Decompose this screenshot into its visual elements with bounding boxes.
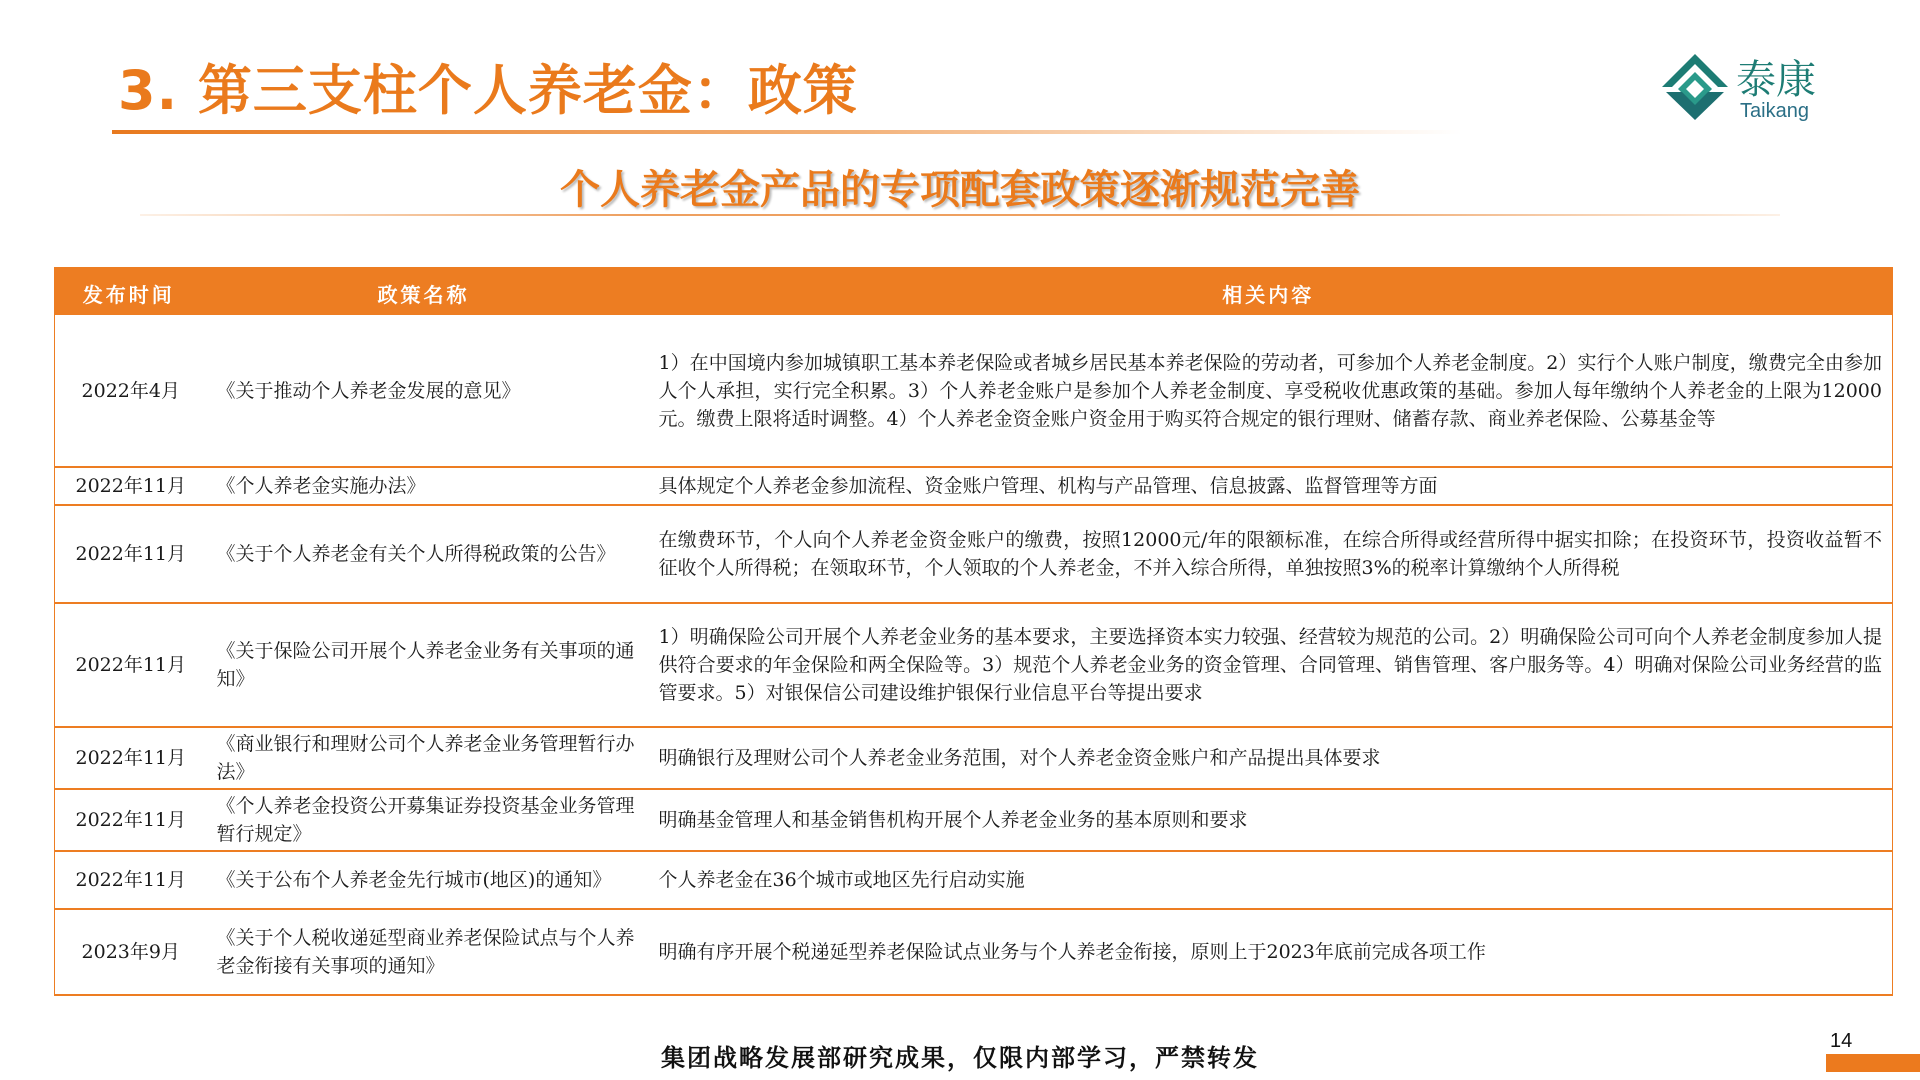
row-policy-name: 《关于保险公司开展个人养老金业务有关事项的通知》	[203, 603, 645, 727]
row-content: 明确银行及理财公司个人养老金业务范围，对个人养老金资金账户和产品提出具体要求	[645, 727, 1893, 789]
row-policy-name: 《商业银行和理财公司个人养老金业务管理暂行办法》	[203, 727, 645, 789]
confidentiality-footer: 集团战略发展部研究成果，仅限内部学习，严禁转发	[661, 1043, 1259, 1072]
taikang-logo	[1656, 48, 1826, 128]
row-date: 2022年11月	[55, 467, 203, 505]
row-content: 在缴费环节，个人向个人养老金资金账户的缴费，按照12000元/年的限额标准，在综合所得或经营所得中据实扣除；在投资环节，投资收益暂不征收个人所得税；在领取环节，个人领取的个人养老金，不并入综合所得，单独按照3%的税率计算缴纳个人所得税	[645, 505, 1893, 603]
row-policy-name: 《关于个人养老金有关个人所得税政策的公告》	[203, 505, 645, 603]
table-row	[55, 467, 1893, 505]
row-policy-name: 《个人养老金实施办法》	[203, 467, 645, 505]
row-date: 2022年11月	[55, 603, 203, 727]
table-row	[55, 603, 1893, 727]
page-number: 14	[1830, 1030, 1853, 1052]
row-date: 2022年4月	[55, 314, 203, 467]
table-row	[55, 314, 1893, 467]
title-underline	[112, 130, 1462, 134]
header-release-date: 发布时间	[55, 267, 203, 314]
logo-english-name: Taikang	[1740, 100, 1809, 122]
row-policy-name: 《关于个人税收递延型商业养老保险试点与个人养老金衔接有关事项的通知》	[203, 909, 645, 995]
row-policy-name: 《关于公布个人养老金先行城市(地区)的通知》	[203, 851, 645, 909]
row-content: 个人养老金在36个城市或地区先行启动实施	[645, 851, 1893, 909]
row-content: 1）在中国境内参加城镇职工基本养老保险或者城乡居民基本养老保险的劳动者，可参加个人养老金制度。2）实行个人账户制度，缴费完全由参加人个人承担，实行完全积累。3）个人养老金账户是参加个人养老金制度、享受税收优惠政策的基础。参加人每年缴纳个人养老金的上限为12000元。缴费上限将适时调整。4）个人养老金资金账户资金用于购买符合规定的银行理财、储蓄存款、商业养老保险、公募基金等	[645, 314, 1893, 467]
logo-chinese-name: 泰康	[1736, 57, 1816, 103]
section-subtitle: 个人养老金产品的专项配套政策逐渐规范完善	[560, 167, 1360, 213]
page-number-bar	[1826, 1054, 1920, 1072]
row-date: 2023年9月	[55, 909, 203, 995]
row-date: 2022年11月	[55, 505, 203, 603]
row-policy-name: 《个人养老金投资公开募集证券投资基金业务管理暂行规定》	[203, 789, 645, 851]
row-content: 1）明确保险公司开展个人养老金业务的基本要求，主要选择资本实力较强、经营较为规范的公司。2）明确保险公司可向个人养老金制度参加人提供符合要求的年金保险和两全保险等。3）规范个人养老金业务的资金管理、合同管理、销售管理、客户服务等。4）明确对保险公司业务经营的监管要求。5）对银保信公司建设维护银保行业信息平台等提出要求	[645, 603, 1893, 727]
row-date: 2022年11月	[55, 851, 203, 909]
header-related-content: 相关内容	[645, 267, 1893, 314]
table-row	[55, 789, 1893, 851]
table-row	[55, 851, 1893, 909]
row-date: 2022年11月	[55, 727, 203, 789]
subtitle-divider	[140, 214, 1780, 216]
table-row	[55, 727, 1893, 789]
header-policy-name: 政策名称	[203, 267, 645, 314]
taikang-logo-icon	[1660, 52, 1730, 122]
row-content: 明确有序开展个税递延型养老保险试点业务与个人养老金衔接，原则上于2023年底前完成各项工作	[645, 909, 1893, 995]
row-content: 具体规定个人养老金参加流程、资金账户管理、机构与产品管理、信息披露、监督管理等方面	[645, 467, 1893, 505]
row-date: 2022年11月	[55, 789, 203, 851]
row-policy-name: 《关于推动个人养老金发展的意见》	[203, 314, 645, 467]
table-row	[55, 505, 1893, 603]
policy-table	[54, 267, 1893, 996]
page-title: 3. 第三支柱个人养老金：政策	[118, 59, 858, 122]
row-content: 明确基金管理人和基金销售机构开展个人养老金业务的基本原则和要求	[645, 789, 1893, 851]
table-header-row	[55, 267, 1893, 314]
table-row	[55, 909, 1893, 995]
